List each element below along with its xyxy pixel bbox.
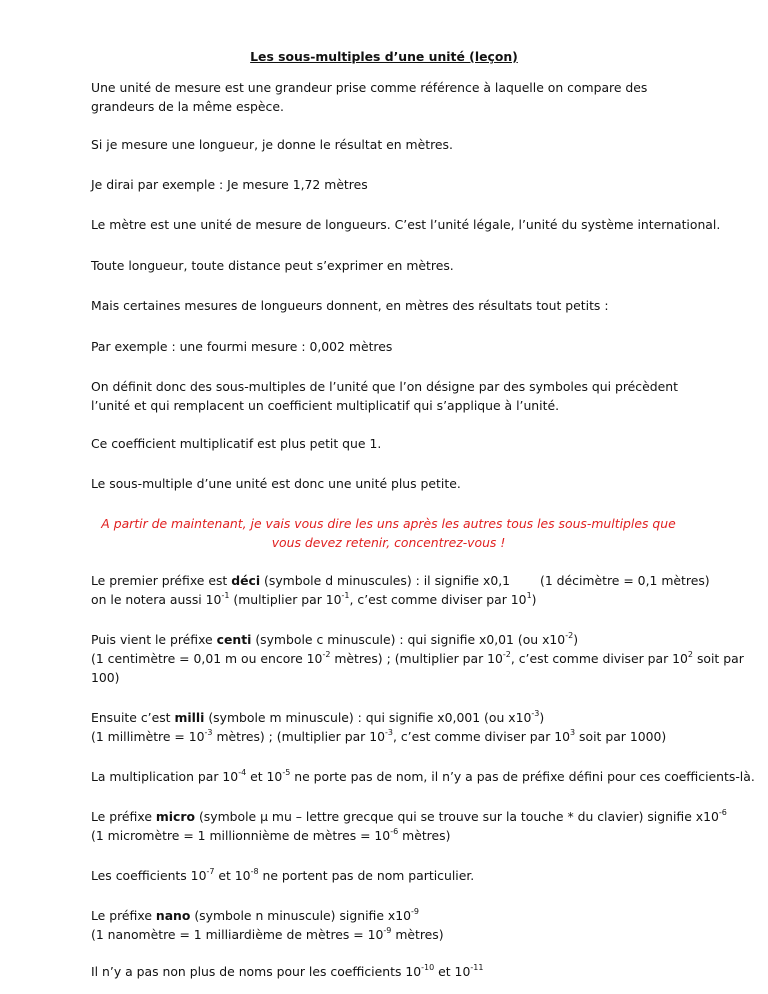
centi-line-1: Puis vient le préfixe centi (symbole c minuscule) : qui signifie x0,01 (ou $x10^{-2}$) xyxy=(91,631,579,647)
nano-line-2: (1 nanomètre = 1 milliardième de mètres = $10^{-9}$ mètres) xyxy=(91,926,444,942)
micro-line-2: (1 micromètre = 1 millionnième de mètres = $10^{-6}$ mètres) xyxy=(91,827,451,843)
prefix-deci: déci xyxy=(231,573,261,588)
paragraph-any-length: Toute longueur, toute distance peut s’exprimer en mètres. xyxy=(91,258,454,273)
prefix-milli: milli xyxy=(174,710,205,725)
paragraph-meter-unit: Le mètre est une unité de mesure de longueurs. C’est l’unité légale, l’unité du système international. xyxy=(91,217,721,232)
paragraph-coefficient: Ce coefficient multiplicatif est plus petit que 1. xyxy=(91,436,382,451)
paragraph-length-meters: Si je mesure une longueur, je donne le résultat en mètres. xyxy=(91,137,453,152)
paragraph-definition: Une unité de mesure est une grandeur prise comme référence à laquelle on compare des grandeurs de la même espèce. xyxy=(91,80,648,114)
micro-line-1: Le préfixe micro (symbole µ mu – lettre grecque qui se trouve sur la touche * du clavier) signifie $x10^{-6}$ xyxy=(91,808,727,824)
centi-line-2: (1 centimètre = 0,01 m ou encore $10^{-2}$ mètres) ; (multiplier par $10^{-2}$, c’est comme diviser par $10^2$ soit par xyxy=(91,650,744,666)
centi-line-3: 100) xyxy=(91,670,120,685)
deci-line-1: Le premier préfixe est déci (symbole d minuscules) : il signifie x0,1 (1 décimètre = 0,1 mètres) xyxy=(91,573,710,588)
nano-line-1: Le préfixe nano (symbole n minuscule) signifie $x10^{-9}$ xyxy=(91,907,419,923)
prefix-micro: micro xyxy=(155,809,196,824)
deci-line-2: on le notera aussi $10^{-1}$ (multiplier par $10^{-1}$, c’est comme diviser par $10^1$) xyxy=(91,591,537,607)
paragraph-example: Je dirai par exemple : Je mesure 1,72 mètres xyxy=(91,177,368,192)
paragraph-smaller-unit: Le sous-multiple d’une unité est donc une unité plus petite. xyxy=(91,476,461,491)
paragraph-no-prefix-10-11: Il n’y a pas non plus de noms pour les coefficients $10^{-10}$ et $10^{-11}$ xyxy=(91,963,484,979)
milli-line-1: Ensuite c’est milli (symbole m minuscule) : qui signifie x0,001 (ou $x10^{-3}$) xyxy=(91,709,545,725)
prefix-nano: nano xyxy=(155,908,191,923)
prefix-centi: centi xyxy=(216,632,252,647)
paragraph-ant-example: Par exemple : une fourmi mesure : 0,002 mètres xyxy=(91,339,393,354)
paragraph-no-prefix-4-5: La multiplication par $10^{-4}$ et $10^{-5}$ ne porte pas de nom, il n’y a pas de préfixe défini pour ces coefficients-là. xyxy=(91,768,755,784)
red-note: A partir de maintenant, je vais vous dire les uns après les autres tous les sous-multiples que vous devez retenir, concentrez-vous ! xyxy=(101,516,676,550)
paragraph-no-prefix-7-8: Les coefficients $10^{-7}$ et $10^{-8}$ ne portent pas de nom particulier. xyxy=(91,867,475,883)
page-title: Les sous-multiples d’une unité (leçon) xyxy=(250,49,518,64)
milli-line-2: (1 millimètre = $10^{-3}$ mètres) ; (multiplier par $10^{-3}$, c’est comme diviser par $10^3$ soit par 1000) xyxy=(91,728,667,744)
paragraph-submultiples-definition: On définit donc des sous-multiples de l’unité que l’on désigne par des symboles qui précèdent l’unité et qui remplacent un coefficient multiplicatif qui s’applique à l’unité. xyxy=(91,379,678,413)
paragraph-small-results: Mais certaines mesures de longueurs donnent, en mètres des résultats tout petits : xyxy=(91,298,609,313)
